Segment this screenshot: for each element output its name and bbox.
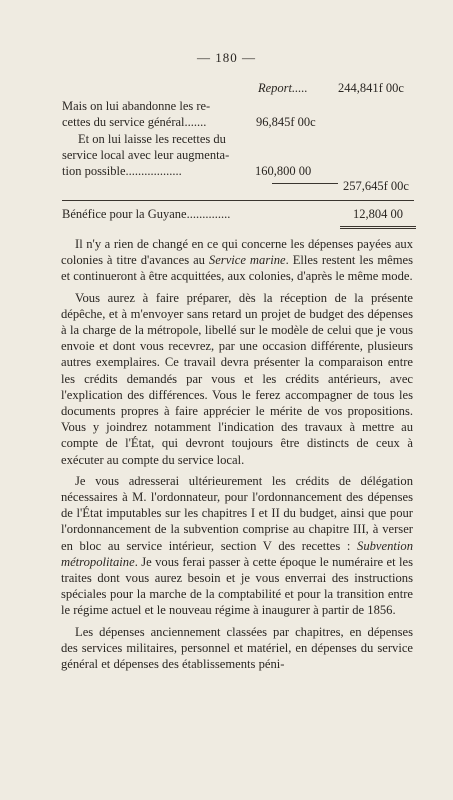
body-text xyxy=(61,236,413,677)
separator-rule xyxy=(62,200,414,201)
line1-value: 96,845f 00c xyxy=(256,115,316,129)
line2-value: 160,800 00 xyxy=(255,164,312,178)
line1-text-b: cettes du service général....... xyxy=(62,115,207,129)
report-label: Report..... xyxy=(258,81,308,95)
emphasis-service-marine: Service marine xyxy=(208,253,286,268)
line2-text-a: Et on lui laisse les recettes du xyxy=(78,132,226,146)
line2-text-b: service local avec leur augmenta- xyxy=(62,148,230,162)
benefit-value: 12,804 00 xyxy=(353,207,403,221)
paragraph-3: Je vous adresserai ultérieurement les crédits de délégation nécessaires à M. l'ordonnateur, pour l'ordonnancement des dépenses de l'État imputables sur les chapitres I et II du budget, ainsi que pour l'ordonnancement de la subvention comprise au chapitre III, à verser en bloc au service intérieur, section V des recettes : Subvention métropolitaine. Je vous ferai passer à cette époque le numéraire et les traites dont vous aurez besoin et je vous enverrai des instructions spéciales pour la marche de la comptabilité et pour la transition entre le régime actuel et le nouveau régime à inaugurer à partir de 1856. xyxy=(61,473,413,618)
paragraph-4: Les dépenses anciennement classées par chapitres, en dépenses des services militaires, personnel et matériel, en dépenses du service général et dépenses des établissements péni- xyxy=(61,624,413,672)
benefit-label: Bénéfice pour la Guyane.............. xyxy=(62,207,231,221)
report-value: 244,841f 00c xyxy=(338,81,404,95)
page-number: — 180 — xyxy=(197,50,256,65)
paragraph-1: Il n'y a rien de changé en ce qui concerne les dépenses payées aux colonies à titre d'avances au Service marine. Elles restent les mêmes et continueront à être acquittées, aux colonies, d'après le même mode. xyxy=(61,237,414,284)
total-double-rule xyxy=(340,226,416,229)
subtotal-rule xyxy=(272,183,338,184)
subtotal-value: 257,645f 00c xyxy=(343,179,409,193)
line1-text-a: Mais on lui abandonne les re- xyxy=(62,99,211,113)
line2-text-c: tion possible.................. xyxy=(62,164,182,178)
emphasis-subvention: Subvention métropolitaine xyxy=(61,538,413,569)
paragraph-2: Vous aurez à faire préparer, dès la réception de la présente dépêche, et à m'envoyer sans retard un projet de budget des dépenses à la charge de la métropole, libellé sur le modèle de celui que je vous envoie et dont vous recevrez, par une occasion différente, plusieurs autres exemplaires. Ce travail devra présenter la comparaison entre les crédits demandés par vous et les crédits antérieurs, avec l'explication des différences. Vous le ferez accompagner de tous les documents propres à faire apprécier le mérite de vos propositions. Vous y joindrez notamment l'indication des travaux à mettre au compte de l'État, qui devront toujours être distincts de ceux à exécuter au compte du service local. xyxy=(61,290,413,467)
